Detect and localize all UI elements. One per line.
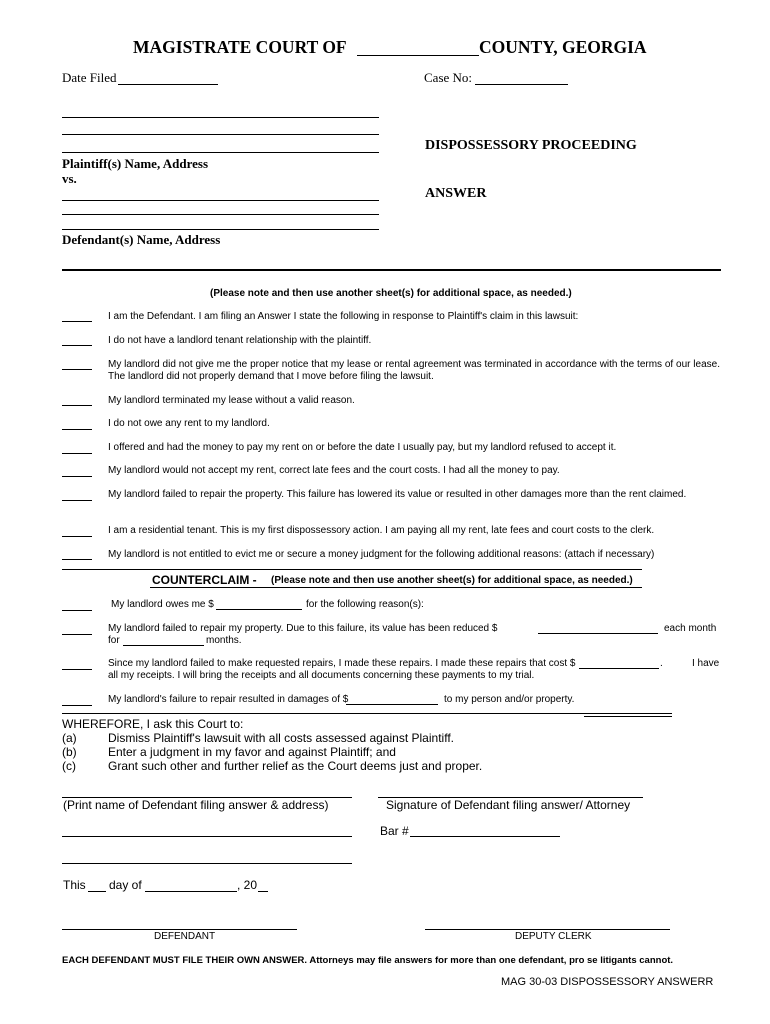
counterclaim-note: (Please note and then use another sheet(s) for additional space, as needed.) (271, 575, 633, 586)
deputy-clerk-signature-line[interactable] (425, 929, 670, 930)
counterclaim-2-a: My landlord failed to repair my property. Due to this failure, its value has been reduced $ (108, 623, 498, 634)
plaintiff-label: Plaintiff(s) Name, Address (62, 156, 209, 171)
plaintiff-line-2[interactable] (62, 134, 379, 135)
defendant-label: Defendant(s) Name, Address (62, 232, 221, 247)
signature-label: Signature of Defendant filing answer/ Attorney (386, 798, 631, 812)
deputy-clerk-label: DEPUTY CLERK (515, 931, 592, 942)
day-of-label: day of (109, 878, 142, 892)
answer-item-5: I do not owe any rent to my landlord. (108, 418, 270, 429)
answer-check-2[interactable] (62, 345, 92, 346)
counterclaim-underline (150, 587, 642, 588)
county-blank[interactable] (357, 55, 479, 56)
court-title (133, 37, 347, 58)
court-title-right: COUNTY, GEORGIA (479, 37, 647, 57)
year-label: , 20 (237, 878, 258, 892)
counterclaim-1-b: for the following reason(s): (306, 599, 424, 610)
wherefore-intro: WHEREFORE, I ask this Court to: (62, 717, 244, 731)
additional-reasons-line[interactable] (62, 569, 642, 570)
counterclaim-2-amount-blank[interactable] (538, 633, 658, 634)
answer-item-1: I am the Defendant. I am filing an Answer I state the following in response to Plaintiff's claim in this lawsuit: (108, 311, 579, 322)
defendant-line-3[interactable] (62, 229, 379, 230)
this-label: This (63, 878, 86, 892)
plaintiff-line-1[interactable] (62, 117, 379, 118)
defendant-line-1[interactable] (62, 200, 379, 201)
answer-check-4[interactable] (62, 405, 92, 406)
wherefore-label-a: (a) (62, 731, 77, 745)
vs-label: vs. (62, 171, 77, 186)
counterclaim-3-a: Since my landlord failed to make requested repairs, I made these repairs. I made these repairs that cost $ (108, 658, 576, 669)
answer-item-2: I do not have a landlord tenant relationship with the plaintiff. (108, 335, 372, 346)
answer-item-6: I offered and had the money to pay my rent on or before the date I usually pay, but my landlord refused to accept it. (108, 442, 617, 453)
wherefore-text-c: Grant such other and further relief as the Court deems just and proper. (108, 759, 483, 773)
answer-item-8: My landlord failed to repair the property. This failure has lowered its value or resulted in other damages more than the rent claimed. (108, 489, 687, 500)
counterclaim-check-4[interactable] (62, 705, 92, 706)
counterclaim-2-months-blank[interactable] (123, 645, 204, 646)
answer-item-9: I am a residential tenant. This is my first dispossessory action. I am paying all my rent, late fees and court costs to the clerk. (108, 525, 655, 536)
answer-item-10: My landlord is not entitled to evict me or secure a money judgment for the following additional reasons: (attach if necessary) (108, 549, 655, 560)
day-blank[interactable] (88, 891, 106, 892)
print-name-label: (Print name of Defendant filing answer & address) (63, 798, 329, 812)
case-no-label: Case No: (424, 70, 473, 85)
counterclaim-bottom-line (62, 713, 672, 714)
answer-item-4: My landlord terminated my lease without a valid reason. (108, 395, 355, 406)
counterclaim-4-amount-blank[interactable] (346, 704, 438, 705)
month-blank[interactable] (145, 891, 237, 892)
counterclaim-check-1[interactable] (62, 610, 92, 611)
form-number: MAG 30-03 DISPOSSESSORY ANSWERR (501, 976, 714, 988)
counterclaim-1-a: My landlord owes me $ (111, 599, 214, 610)
answer-item-7: My landlord would not accept my rent, correct late fees and the court costs. I had all the money to pay. (108, 465, 560, 476)
counterclaim-2-c: for (108, 635, 120, 646)
year-blank[interactable] (258, 891, 268, 892)
counterclaim-3-amount-blank[interactable] (579, 668, 659, 669)
counterclaim-3-b: . (660, 658, 663, 669)
counterclaim-check-2[interactable] (62, 634, 92, 635)
counterclaim-1-amount-blank[interactable] (216, 609, 302, 610)
answer-check-3[interactable] (62, 369, 92, 370)
plaintiff-line-3[interactable] (62, 152, 379, 153)
date-filed-blank[interactable] (118, 84, 218, 85)
answer-check-7[interactable] (62, 476, 92, 477)
wherefore-label-b: (b) (62, 745, 77, 759)
answer-check-1[interactable] (62, 321, 92, 322)
counterclaim-4-b: to my person and/or property. (444, 694, 575, 705)
defendant-line-2[interactable] (62, 214, 379, 215)
address-line-1[interactable] (62, 836, 352, 837)
counterclaim-heading: COUNTERCLAIM - (152, 573, 257, 587)
answer-check-9[interactable] (62, 536, 92, 537)
wherefore-label-c: (c) (62, 759, 76, 773)
answer-item-3: My landlord did not give me the proper notice that my lease or rental agreement was terminated in accordance with the terms of our lease. The landlord did not properly demand that I move before filing the lawsuit. (108, 359, 720, 382)
answer-check-10[interactable] (62, 559, 92, 560)
answer-check-8[interactable] (62, 500, 92, 501)
court-title-left: MAGISTRATE COURT OF (133, 37, 347, 57)
counterclaim-bottom-line-2 (584, 716, 672, 717)
proceeding-label: DISPOSSESSORY PROCEEDING (425, 138, 637, 153)
counterclaim-3-d: all my receipts. I will bring the receipts and all documents concerning these payments to my trial. (108, 670, 535, 681)
counterclaim-3-c: I have (692, 658, 720, 669)
counterclaim-2-d: months. (206, 635, 242, 646)
counterclaim-4-a: My landlord's failure to repair resulted in damages of $ (108, 694, 349, 705)
answer-label: ANSWER (425, 186, 487, 201)
answer-check-5[interactable] (62, 429, 92, 430)
note-text: (Please note and then use another sheet(s) for additional space, as needed.) (210, 288, 572, 299)
case-no-blank[interactable] (475, 84, 568, 85)
address-line-2[interactable] (62, 863, 352, 864)
wherefore-text-a: Dismiss Plaintiff's lawsuit with all costs assessed against Plaintiff. (108, 731, 454, 745)
footer-notice: EACH DEFENDANT MUST FILE THEIR OWN ANSWER. Attorneys may file answers for more than one defendant, pro se litigants cannot. (62, 955, 674, 966)
defendant-signature-line[interactable] (62, 929, 297, 930)
bar-label: Bar # (380, 824, 409, 838)
counterclaim-2-b: each month (664, 623, 717, 634)
wherefore-text-b: Enter a judgment in my favor and against Plaintiff; and (108, 745, 396, 759)
bar-number-blank[interactable] (410, 836, 560, 837)
counterclaim-check-3[interactable] (62, 669, 92, 670)
defendant-signature-label: DEFENDANT (154, 931, 216, 942)
answer-check-6[interactable] (62, 453, 92, 454)
date-filed-label: Date Filed (62, 70, 117, 85)
section-divider (62, 269, 721, 271)
